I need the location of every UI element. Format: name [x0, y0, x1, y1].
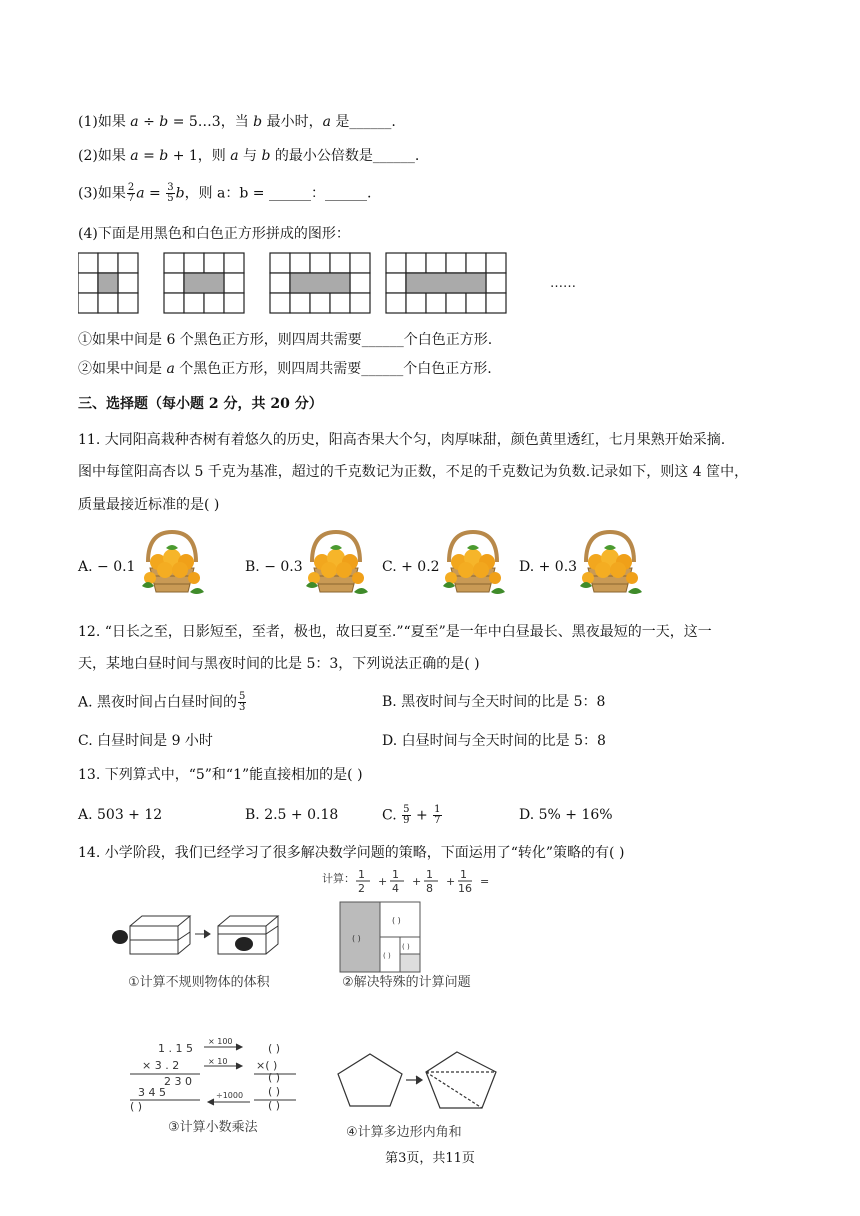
q10-part1: (1)如果 a ÷ b = 5…3，当 b 最小时，a 是______.	[78, 114, 396, 130]
q10-part4: (4)下面是用黑色和白色正方形拼成的图形：	[78, 226, 350, 242]
q13-option-a[interactable]: A. 503 + 12	[78, 807, 163, 823]
white-square	[184, 293, 204, 313]
mul-right4: ( )	[268, 1085, 281, 1098]
q12-line2: 天，某地白昼时间与黑夜时间的比是 5：3，下列说法正确的是( )	[78, 656, 480, 672]
section-3-heading: 三、选择题（每小题 2 分，共 20 分）	[78, 396, 323, 412]
white-square	[270, 293, 290, 313]
white-square	[446, 253, 466, 273]
white-square	[330, 253, 350, 273]
area-label: ( )	[392, 916, 401, 925]
q13-line1: 13. 下列算式中，“5”和“1”能直接相加的是( )	[78, 767, 363, 783]
black-strip	[184, 273, 224, 293]
area-label: ( )	[383, 952, 391, 960]
apricot-basket-image	[574, 528, 646, 600]
white-square	[426, 293, 446, 313]
fraction-denominator: 16	[458, 882, 472, 895]
white-square	[184, 253, 204, 273]
q10-sub1: ①如果中间是 6 个黑色正方形，则四周共需要______个白色正方形.	[78, 332, 493, 348]
plus-sign: +	[412, 875, 422, 888]
figure-caption-1: ①计算不规则物体的体积	[128, 975, 270, 990]
equals-sign: =	[480, 875, 490, 888]
white-square	[446, 293, 466, 313]
apricot-basket-image	[437, 528, 509, 600]
fraction-numerator: 1	[426, 868, 433, 881]
fraction-denominator: 8	[426, 882, 433, 895]
fraction-numerator: 1	[358, 868, 365, 881]
white-square	[466, 253, 486, 273]
white-square	[224, 293, 244, 313]
mul-row4: 3 4 5	[138, 1086, 166, 1099]
strategy-figures	[100, 866, 520, 1146]
q12-option-a[interactable]: A. 黑夜时间占白昼时间的 $\frac{5}{3}$	[78, 691, 246, 713]
white-square	[386, 253, 406, 273]
white-square	[386, 293, 406, 313]
black-strip	[290, 273, 350, 293]
q10-sub2: ②如果中间是 a 个黑色正方形，则四周共需要______个白色正方形.	[78, 361, 492, 377]
q11-option-a[interactable]: A. − 0.1	[78, 559, 136, 575]
q11-line3: 质量最接近标准的是( )	[78, 497, 220, 513]
white-square	[164, 273, 184, 293]
q11-line1: 11. 大同阳高栽种杏树有着悠久的历史，阳高杏果大个匀，肉厚味甜，颜色黄里透红，七月果熟开始采摘.	[78, 432, 726, 448]
white-square	[386, 273, 406, 293]
plus-sign: +	[378, 875, 388, 888]
q12-option-c[interactable]: C. 白昼时间是 9 小时	[78, 733, 213, 749]
q11-option-c[interactable]: C. + 0.2	[382, 559, 440, 575]
mul-row2: × 3 . 2	[142, 1059, 180, 1072]
fraction-denominator: 2	[358, 882, 365, 895]
fraction-numerator: 1	[392, 868, 399, 881]
q13-option-c[interactable]: C. $\frac{5}{9}$ + $\frac{1}{7}$	[382, 804, 441, 826]
square-pattern-figures	[78, 251, 598, 317]
white-square	[406, 253, 426, 273]
white-square	[350, 253, 370, 273]
irregular-object-icon	[112, 930, 128, 944]
white-square	[78, 293, 98, 313]
white-square	[310, 293, 330, 313]
mul-row3: 2 3 0	[164, 1075, 192, 1088]
plus-sign: +	[446, 875, 456, 888]
q11-line2: 图中每筐阳高杏以 5 千克为基准，超过的千克数记为正数，不足的千克数记为负数.记录如下，则这 4 筐中，	[78, 464, 749, 480]
white-square	[486, 253, 506, 273]
white-square	[350, 273, 370, 293]
pattern-ellipsis: ……	[550, 276, 576, 291]
fraction: $\frac{5}{3}$	[239, 691, 246, 713]
white-square	[118, 293, 138, 313]
fraction: $\frac{1}{7}$	[434, 804, 441, 826]
white-square	[78, 253, 98, 273]
white-square	[486, 293, 506, 313]
white-square	[486, 273, 506, 293]
white-square	[118, 273, 138, 293]
white-square	[164, 293, 184, 313]
white-square	[310, 253, 330, 273]
page-footer: 第3页，共11页	[385, 1151, 475, 1166]
irregular-volume-figure	[130, 916, 278, 954]
figure-caption-2: ②解决特殊的计算问题	[342, 975, 471, 990]
white-square	[204, 293, 224, 313]
irregular-object-icon	[235, 937, 253, 951]
mul-right1: ( )	[268, 1042, 281, 1055]
mul-x10: × 10	[208, 1057, 228, 1066]
fraction-numerator: 1	[460, 868, 467, 881]
mul-x100: × 100	[208, 1037, 233, 1046]
black-strip	[98, 273, 118, 293]
white-square	[270, 273, 290, 293]
mul-right2: ×( )	[256, 1059, 278, 1072]
q14-line1: 14. 小学阶段，我们已经学习了很多解决数学问题的策略，下面运用了“转化”策略的有( )	[78, 845, 625, 861]
q12-option-d[interactable]: D. 白昼时间与全天时间的比是 5：8	[382, 733, 606, 749]
white-square	[118, 253, 138, 273]
mul-right3: ( )	[268, 1071, 281, 1084]
white-square	[406, 293, 426, 313]
white-square	[164, 253, 184, 273]
white-square	[350, 293, 370, 313]
q13-option-d[interactable]: D. 5% + 16%	[519, 807, 613, 823]
white-square	[270, 253, 290, 273]
figure-caption-4: ④计算多边形内角和	[346, 1125, 462, 1140]
white-square	[466, 293, 486, 313]
polygon-figure	[338, 1052, 496, 1108]
black-strip	[406, 273, 486, 293]
mul-right5: ( )	[268, 1099, 281, 1112]
white-square	[426, 253, 446, 273]
white-square	[78, 273, 98, 293]
mul-row1: 1 . 1 5	[158, 1042, 193, 1055]
q12-line1: 12. “日长之至，日影短至，至者，极也，故曰夏至.”“夏至”是一年中白昼最长、黑夜最短的一天，这一	[78, 624, 712, 640]
area-label: ( )	[402, 943, 410, 951]
white-square	[290, 253, 310, 273]
q12-option-b[interactable]: B. 黑夜时间与全天时间的比是 5：8	[382, 694, 606, 710]
white-square	[290, 293, 310, 313]
q10-part2: (2)如果 a = b + 1，则 a 与 b 的最小公倍数是______.	[78, 148, 420, 164]
white-square	[224, 253, 244, 273]
q11-option-d[interactable]: D. + 0.3	[519, 559, 578, 575]
area-label: ( )	[352, 934, 361, 943]
mul-div1000: ÷1000	[216, 1091, 244, 1100]
q11-option-b[interactable]: B. − 0.3	[245, 559, 303, 575]
white-square	[98, 253, 118, 273]
apricot-basket-image	[136, 528, 208, 600]
fraction: $\frac{2}{7}$	[127, 182, 135, 204]
fraction: $\frac{3}{5}$	[167, 182, 174, 204]
mul-row5: ( )	[130, 1100, 143, 1113]
calc-label: 计算：	[322, 872, 355, 885]
fraction-denominator: 4	[392, 882, 399, 895]
white-square	[204, 253, 224, 273]
q10-part3: (3)如果 $\frac{2}{7}$ a = $\frac{3}{5}$ b，则 a：b = ______：______.	[78, 182, 372, 204]
white-square	[224, 273, 244, 293]
white-square	[98, 293, 118, 313]
figure-caption-3: ③计算小数乘法	[168, 1120, 258, 1135]
q13-option-b[interactable]: B. 2.5 + 0.18	[245, 807, 339, 823]
fraction: $\frac{5}{9}$	[403, 804, 410, 826]
white-square	[330, 293, 350, 313]
apricot-basket-image	[300, 528, 372, 600]
